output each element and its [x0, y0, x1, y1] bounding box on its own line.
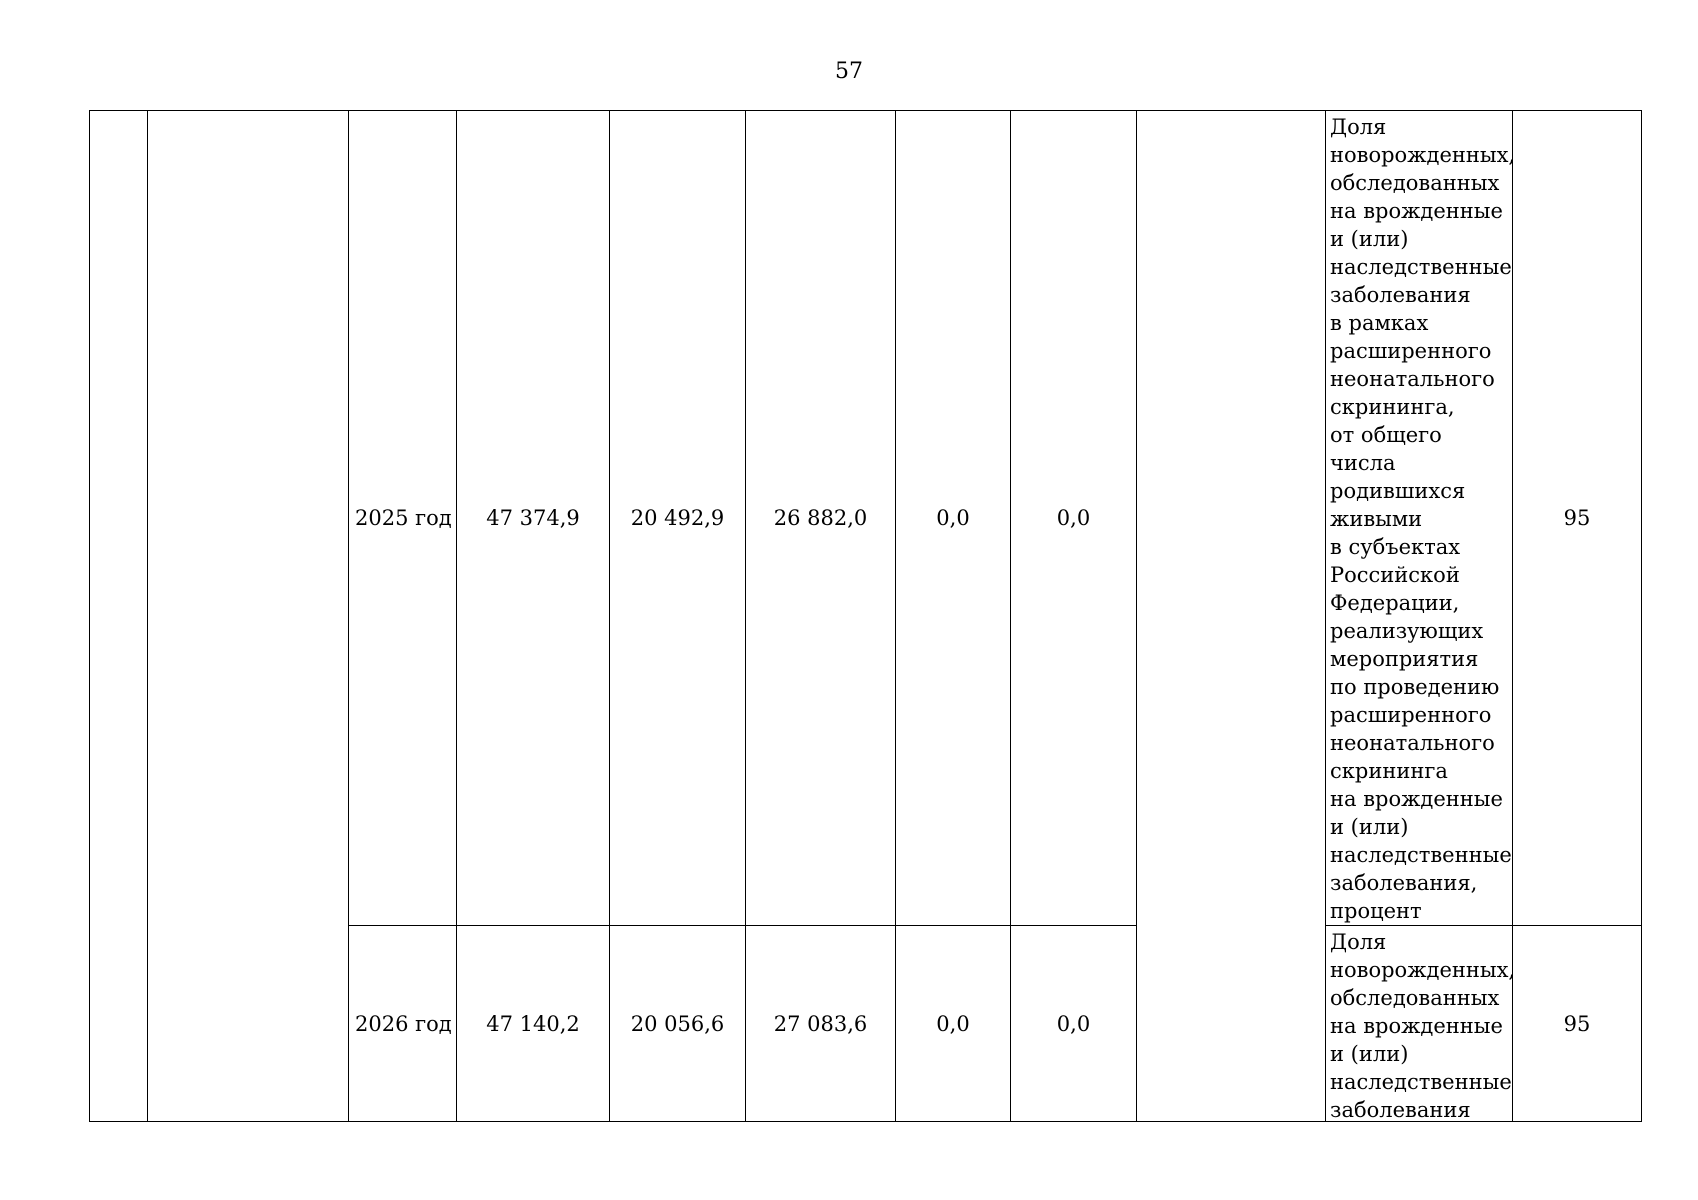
federal-cell: 20 056,6 [610, 926, 746, 1122]
indicator-cell [1326, 111, 1516, 926]
target-cell: 95 [1513, 111, 1642, 926]
total-cell: 47 140,2 [457, 926, 610, 1122]
name-cell [148, 111, 349, 1122]
value-cell: 0,0 [1011, 926, 1137, 1122]
responsible-cell [1137, 111, 1326, 1122]
total-cell: 47 374,9 [457, 111, 610, 926]
indicator-cell [1326, 926, 1516, 1122]
page-number: 57 [835, 59, 863, 84]
value-cell: 0,0 [896, 111, 1011, 926]
table-row [90, 111, 1642, 926]
number-cell [90, 111, 148, 1122]
regional-cell: 26 882,0 [746, 111, 896, 926]
budget-table [89, 110, 1642, 1122]
value-cell: 0,0 [1011, 111, 1137, 926]
indicator-text: Доля новорожденных, обследованных на врожденные и (или) наследственные заболевания [1330, 930, 1516, 1122]
year-cell: 2025 год [349, 111, 457, 926]
value-cell: 0,0 [896, 926, 1011, 1122]
target-cell: 95 [1513, 926, 1642, 1122]
regional-cell: 27 083,6 [746, 926, 896, 1122]
federal-cell: 20 492,9 [610, 111, 746, 926]
indicator-text: Доля новорожденных, обследованных на врожденные и (или) наследственные заболевания в рамках расширенного неонатального скрининга, от общего числа родившихся живыми в субъектах Российской Федерации, реализующих мероприятия по проведению расширенного неонатального скрининга на врожденные и (или) наследственные заболевания, процент [1330, 115, 1516, 923]
year-cell: 2026 год [349, 926, 457, 1122]
